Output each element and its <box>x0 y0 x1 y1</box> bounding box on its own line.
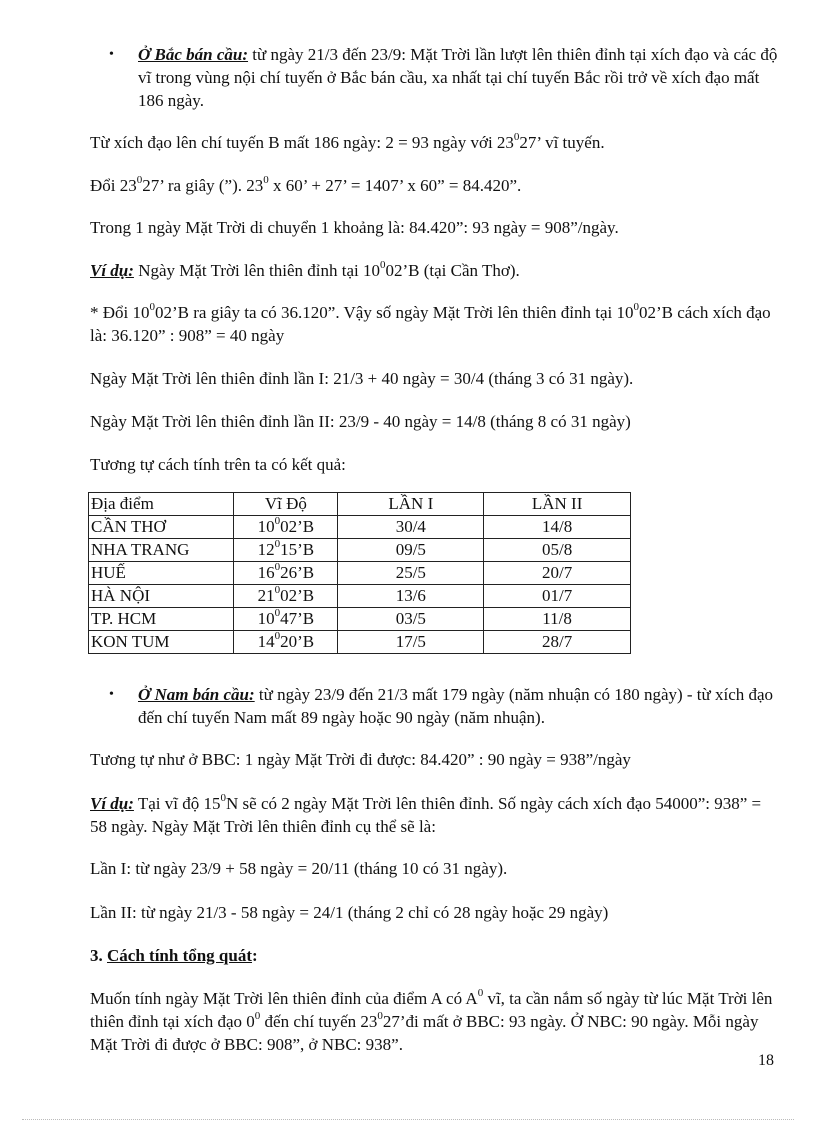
example-can-tho-paragraph: Ví dụ: Ngày Mặt Trời lên thiên đỉnh tại $10^002’B$ (tại Cần Thơ). <box>90 259 520 280</box>
second-time-15n-paragraph: Lần II: từ ngày 21/3 - 58 ngày = 24/1 (tháng 2 chỉ có 28 ngày hoặc 29 ngày) <box>90 903 609 922</box>
south-hemisphere-bullet <box>109 683 785 729</box>
header-latitude: Vĩ Độ <box>234 493 338 516</box>
page-bottom-divider <box>22 1119 794 1120</box>
table-row: HUẾ $16^026’B$ 25/5 20/7 <box>89 562 631 585</box>
table-row: NHA TRANG $12^015’B$ 09/5 05/8 <box>89 539 631 562</box>
second-zenith-paragraph: Ngày Mặt Trời lên thiên đỉnh lần II: 23/9 - 40 ngày = 14/8 (tháng 8 có 31 ngày) <box>90 412 631 431</box>
section-3-heading: 3. Cách tính tổng quát: <box>90 946 258 965</box>
equator-to-tropic-paragraph: Từ xích đạo lên chí tuyến B mất 186 ngày: 2 = 93 ngày với $23^027$’ vĩ tuyến. <box>90 131 605 152</box>
daily-movement-paragraph: Trong 1 ngày Mặt Trời di chuyển 1 khoảng là: 84.420”: 93 ngày = 908”/ngày. <box>90 218 619 237</box>
south-daily-movement-paragraph: Tương tự như ở BBC: 1 ngày Mặt Trời đi được: 84.420” : 90 ngày = 938”/ngày <box>90 750 631 769</box>
page-number: 18 <box>758 1052 774 1069</box>
north-hemisphere-label: Ở Bắc bán cầu: <box>138 45 249 64</box>
header-first-time: LẦN I <box>338 493 484 516</box>
north-hemisphere-text: Ở Bắc bán cầu: từ ngày 21/3 đến 23/9: Mặt Trời lần lượt lên thiên đỉnh tại xích đạo và các độ vĩ trong vùng nội chí tuyến ở Bắc bán cầu, xa nhất tại chí tuyến Bắc rồi trở về xích đạo mất 186 ngày. <box>138 45 778 110</box>
example-label: Ví dụ: <box>90 261 134 280</box>
first-time-15n-paragraph: Lần I: từ ngày 23/9 + 58 ngày = 20/11 (tháng 10 có 31 ngày). <box>90 859 508 878</box>
example-15n-paragraph: Ví dụ: Tại vĩ độ $15^0N$ sẽ có 2 ngày Mặt Trời lên thiên đỉnh. Số ngày cách xích đạo 54000”: 938” = 58 ngày. Ngày Mặt Trời lên thiên đỉnh cụ thể sẽ là: <box>90 792 762 836</box>
bullet-icon: • <box>109 47 114 62</box>
table-row: CẦN THƠ $10^002’B$ 30/4 14/8 <box>89 516 631 539</box>
south-hemisphere-text: Ở Nam bán cầu: từ ngày 23/9 đến 21/3 mất 179 ngày (năm nhuận có 180 ngày) - từ xích đạo đến chí tuyến Nam mất 89 ngày hoặc 90 ngày (năm nhuận). <box>138 685 774 727</box>
header-place: Địa điểm <box>89 493 234 516</box>
table-row: KON TUM $14^020’B$ 17/5 28/7 <box>89 631 631 654</box>
table-header-row <box>89 493 631 516</box>
zenith-dates-table <box>88 492 631 654</box>
example-label: Ví dụ: <box>90 794 134 813</box>
convert-seconds-paragraph: Đổi $23^027$’ ra giây (”). $23^0$ x 60’ + 27’ = 1407’ x 60” = 84.420”. <box>90 174 522 195</box>
general-method-paragraph: Muốn tính ngày Mặt Trời lên thiên đỉnh của điểm A có $A^0$ vĩ, ta cần nắm số ngày từ lúc Mặt Trời lên thiên đỉnh tại xích đạo $0^0$ đến chí tuyến $23^027’đi$ mất ở BBC: 93 ngày. Ở NBC: 90 ngày. Mỗi ngày Mặt Trời đi được ở BBC: 908”, ở NBC: 938”. <box>90 987 773 1054</box>
north-hemisphere-bullet <box>109 43 785 112</box>
first-zenith-paragraph: Ngày Mặt Trời lên thiên đỉnh lần I: 21/3 + 40 ngày = 30/4 (tháng 3 có 31 ngày). <box>90 369 634 388</box>
conversion-days-paragraph: * Đổi $10^002’B$ ra giây ta có 36.120”. Vậy số ngày Mặt Trời lên thiên đỉnh tại $10^002’B$ cách xích đạo là: 36.120” : 908” = 40 ngày <box>90 301 771 345</box>
south-hemisphere-label: Ở Nam bán cầu: <box>138 685 255 704</box>
table-row: TP. HCM $10^047’B$ 03/5 11/8 <box>89 608 631 631</box>
bullet-icon: • <box>109 687 114 702</box>
table-row: HÀ NỘI $21^002’B$ 13/6 01/7 <box>89 585 631 608</box>
results-intro-paragraph: Tương tự cách tính trên ta có kết quả: <box>90 455 346 474</box>
header-second-time: LẦN II <box>484 493 631 516</box>
